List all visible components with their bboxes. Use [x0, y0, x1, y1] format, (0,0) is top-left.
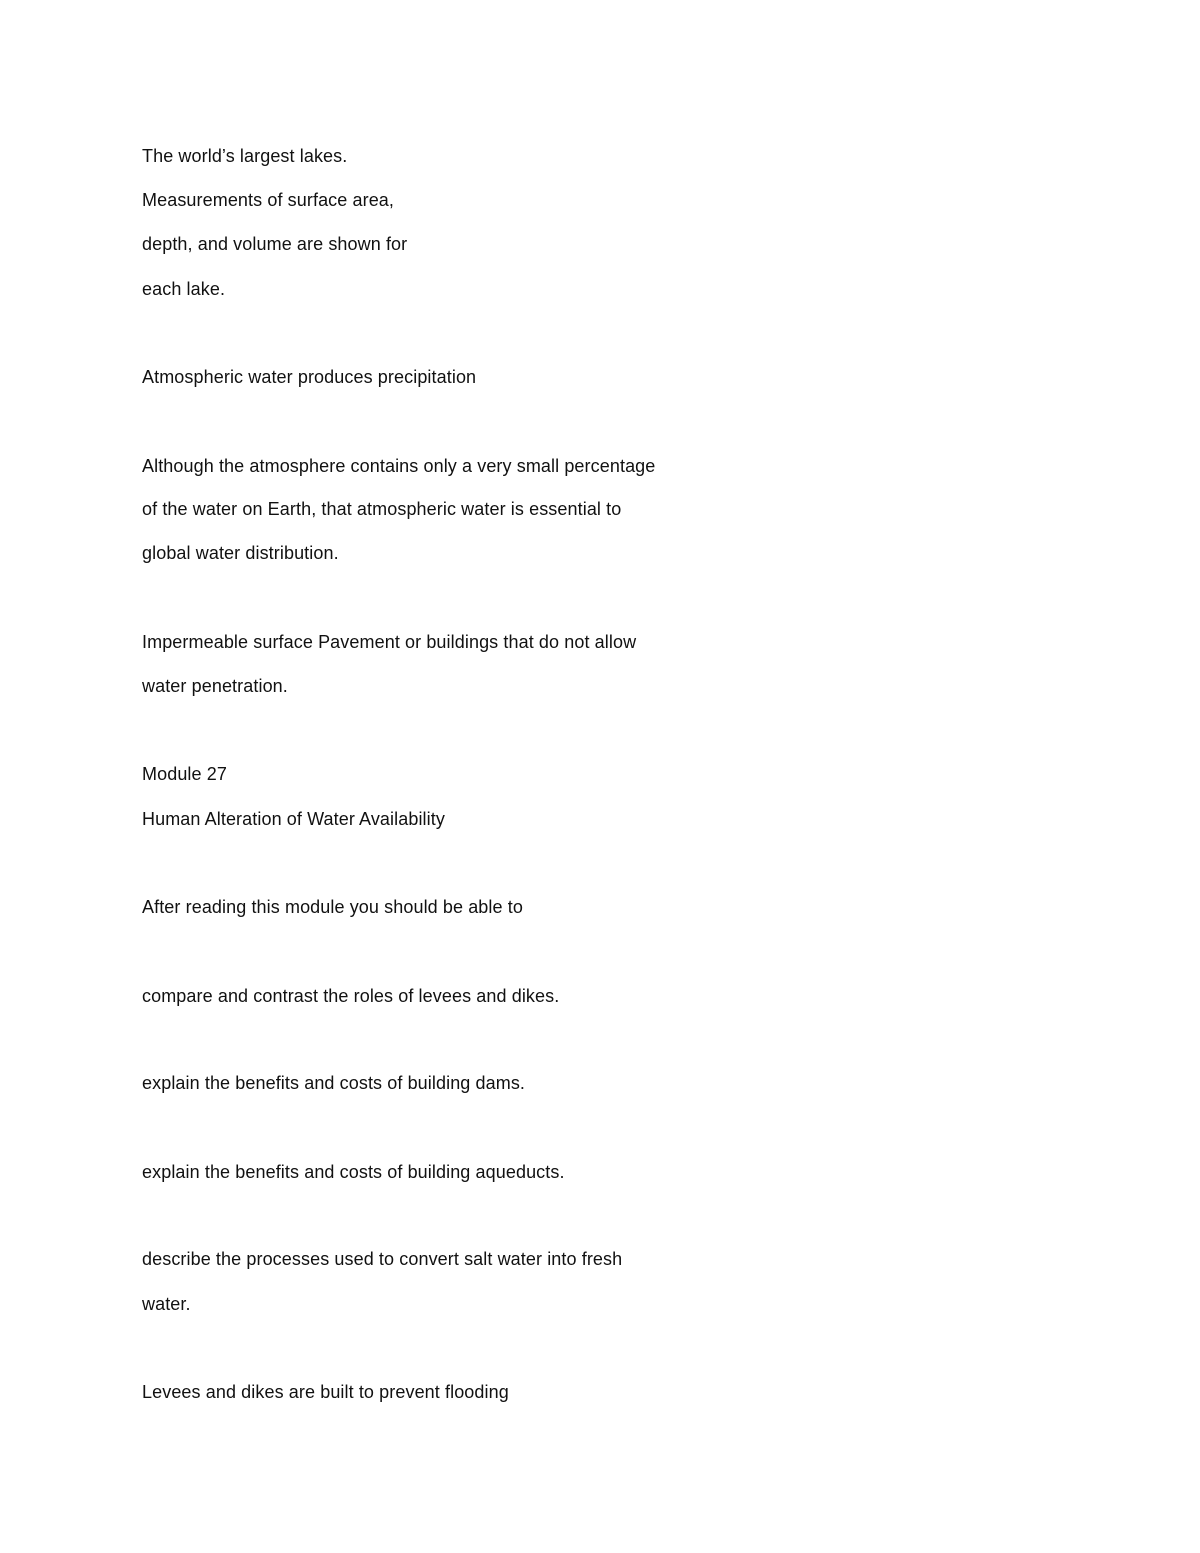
- text-line: After reading this module you should be able to: [142, 897, 523, 917]
- text-line: water penetration.: [142, 676, 288, 696]
- module-number: Module 27: [142, 764, 227, 784]
- section-heading: Levees and dikes are built to prevent flooding: [142, 1382, 509, 1402]
- text-line: global water distribution.: [142, 543, 339, 563]
- text-line: each lake.: [142, 279, 226, 299]
- objective-item: compare and contrast the roles of levees and dikes.: [142, 986, 560, 1006]
- objective-item: describe the processes used to convert salt water into fresh: [142, 1249, 623, 1269]
- section-heading: Atmospheric water produces precipitation: [142, 367, 477, 387]
- text-line: Although the atmosphere contains only a very small percentage: [142, 456, 656, 476]
- text-line: The world’s largest lakes.: [142, 146, 348, 166]
- objective-item: explain the benefits and costs of building aqueducts.: [142, 1162, 565, 1182]
- module-title: Human Alteration of Water Availability: [142, 809, 445, 829]
- objective-item: water.: [142, 1294, 191, 1314]
- objective-item: explain the benefits and costs of building dams.: [142, 1073, 526, 1093]
- text-line: depth, and volume are shown for: [142, 234, 408, 254]
- text-line: Measurements of surface area,: [142, 190, 395, 210]
- text-line: Impermeable surface Pavement or buildings that do not allow: [142, 632, 637, 652]
- text-line: of the water on Earth, that atmospheric water is essential to: [142, 499, 622, 519]
